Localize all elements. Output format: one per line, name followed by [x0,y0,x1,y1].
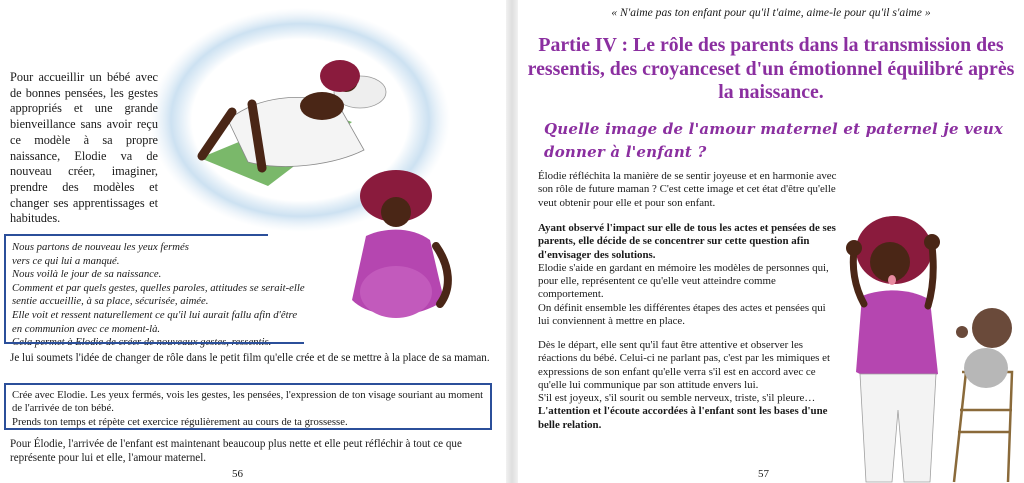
framed-line: sentie accueillie, à sa place, sécurisée, aimée. [12,295,209,308]
paragraph-2-bold: Ayant observé l'impact sur elle de tous les actes et pensées de ses parents, elle décide de se concentrer sur cette question afin d'envisager des solutions. [538,222,836,261]
pregnant-woman-head [381,197,411,227]
framed-line: Nous voilà le jour de sa naissance. [12,268,162,281]
high-chair [954,372,1012,482]
paragraph-3-bold: L'attention et l'écoute accordées à l'enfant sont les bases d'une belle relation. [538,405,828,431]
closing-paragraph: Pour Élodie, l'arrivée de l'enfant est maintenant beaucoup plus nette et elle peut réfléchir à tout ce que représente pour lui et elle, l'amour maternel. [10,438,462,464]
paragraph-3-text-2: S'il est joyeux, s'il sourit ou semble nerveux, triste, s'il pleure… [538,392,816,405]
paragraph-1: Élodie réfléchita la manière de se sentir joyeuse et en harmonie avec son rôle de future maman ? C'est cette image et cet état d'être qu'elle veut obtenir pour elle et pour son enfant. [538,170,837,209]
baby-hand [956,326,968,338]
lying-woman-hair [320,60,360,92]
baby-head [972,308,1012,348]
frame-underline [4,342,304,344]
framed-line: Nous partons de nouveau les yeux fermés [12,241,189,253]
guided-visualization-box [4,234,305,349]
mother-tongue [888,275,896,285]
book-gutter [506,0,518,483]
lying-woman-body [300,92,344,120]
exercise-line: Prends ton temps et répète cet exercice régulièrement au cours de ta grossesse. [12,415,348,428]
framed-line: en communion avec ce moment-là. [12,322,161,335]
role-change-paragraph: Je lui soumets l'idée de changer de rôle dans le petit film qu'elle crée et de se mettre à la place de sa maman. [10,352,490,364]
part-title: Partie IV : Le rôle des parents dans la transmission des ressentis, des croyanceset d'un émotionnel équilibré après la naissance. [527,34,1015,103]
section-question: Quelle image de l'amour maternel et paternel je veux donner à l'enfant ? [544,120,1004,161]
framed-line: vers ce qui lui a manqué. [12,254,120,267]
exercise-line: Crée avec Elodie. Les yeux fermés, vois les gestes, les pensées, l'expression de ton visage souriant au moment de l'arrivée de ton bébé. [12,389,484,415]
intro-paragraph: Pour accueillir un bébé avec de bonnes pensées, les gestes appropriés et une grande bienveillance sans avoir reçu ce modèle à sa propre naissance, Elodie va de nouveau créer, imaginer, prendre des modèles et changer ses apprentissages et habitudes. [10,70,158,226]
page-number: 57 [758,468,769,480]
pregnant-belly [360,266,432,318]
paragraph-2-text: Elodie s'aide en gardant en mémoire les modèles de personnes qui, pour elle, représentent ce qu'elle veut atteindre comme comportement. [538,261,829,301]
right-page [518,0,1024,483]
framed-line: Comment et par quels gestes, quelles paroles, attitudes se serait-elle [12,281,305,294]
framed-line: Elle voit et ressent naturellement ce qu'il lui aurait fallu afin d'être [12,308,298,321]
page-number: 56 [232,468,243,480]
exercise-box [4,383,492,430]
mother-trousers [860,374,936,482]
baby-body [964,348,1008,388]
paragraph-2-text-2: On définit ensemble les différentes étapes des actes et pensées qui lui conviennent à mettre en place. [538,301,826,328]
illustration-mother-and-baby [836,196,1024,483]
epigraph-quote: « N'aime pas ton enfant pour qu'il t'aime, aime-le pour qu'il s'aime » [611,6,931,19]
paragraph-2 [538,222,838,328]
paragraph-3-text: Dès le départ, elle sent qu'il faut être attentive et observer les réactions du bébé. Celui-ci ne parlant pas, c'est par les mimiques et expressions de son enfant qu'elle verra s'il est en accord avec ce qu'elle lui communique par son attitude envers lui. [538,339,830,391]
paragraph-3 [538,339,838,432]
left-page [0,0,506,483]
framed-line: Cela permet à Elodie de créer de nouveaux gestes, ressentis. [12,336,272,349]
